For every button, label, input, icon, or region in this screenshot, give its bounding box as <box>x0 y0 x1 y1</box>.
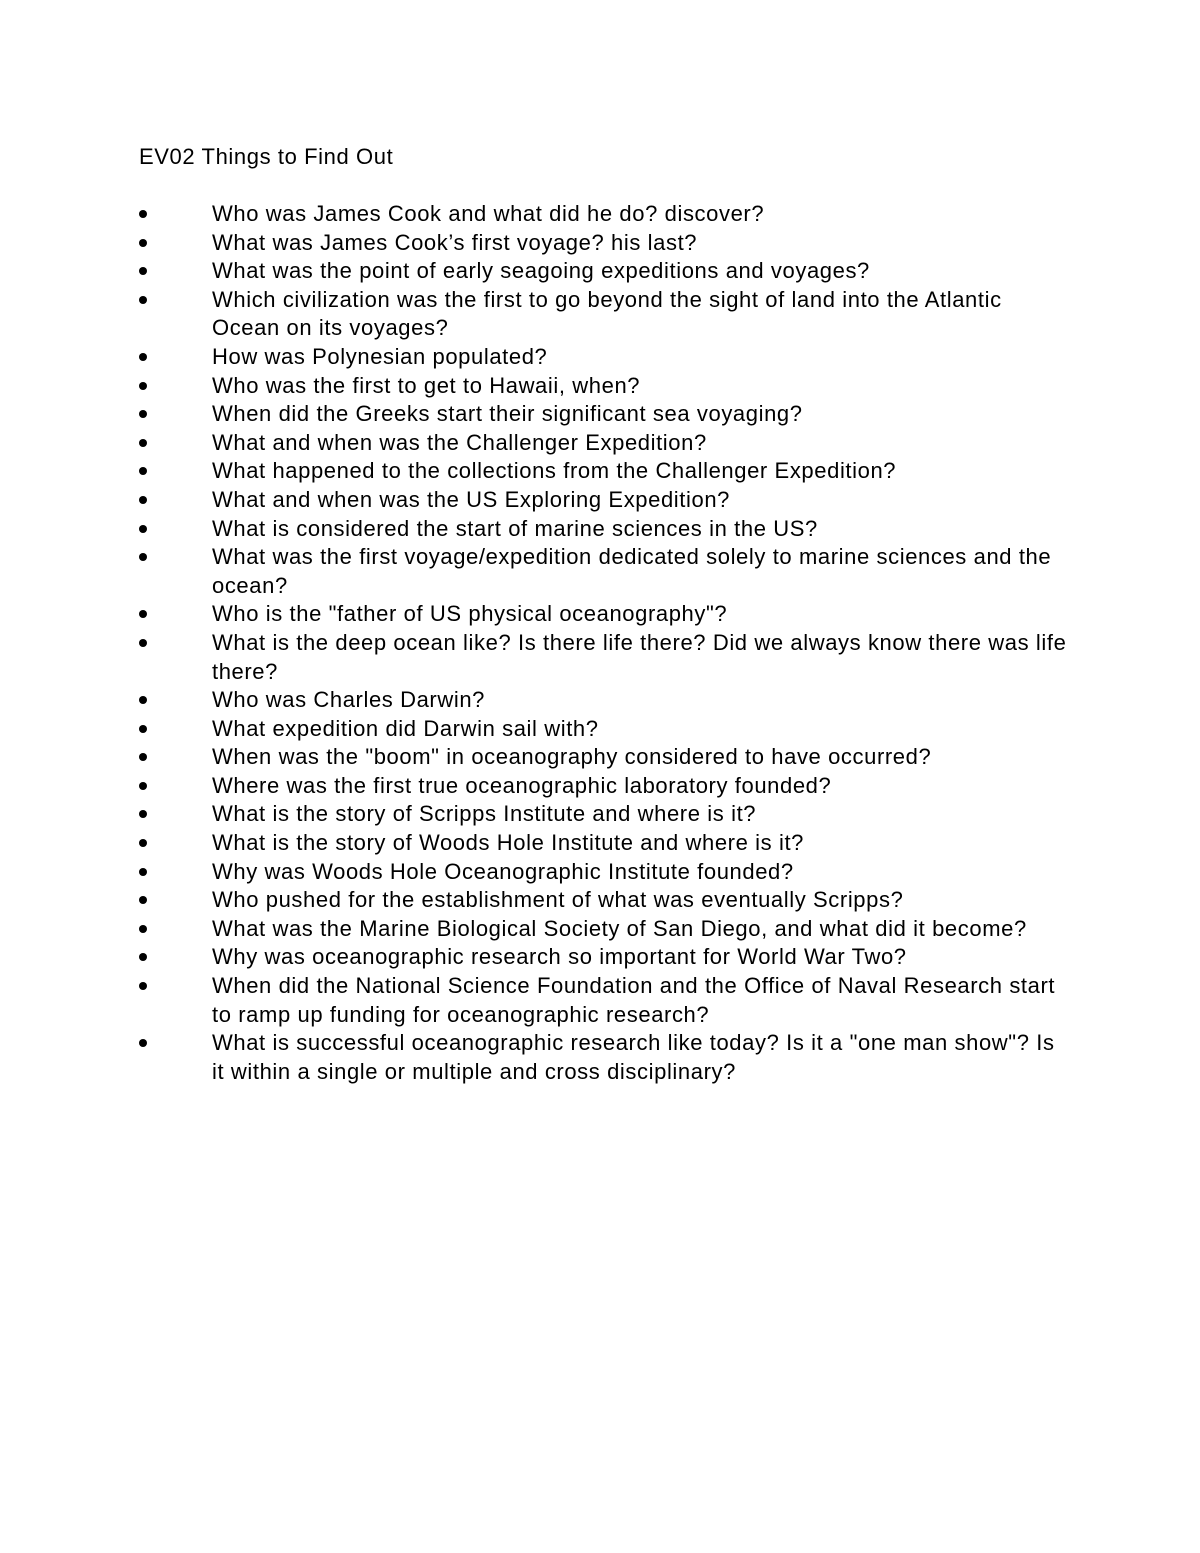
bullet-icon <box>139 239 147 247</box>
question-item <box>139 600 1069 629</box>
question-text: Why was oceanographic research so important for World War Two? <box>212 944 907 970</box>
bullet-icon <box>139 296 147 304</box>
question-text: What was James Cook’s first voyage? his last? <box>212 229 698 255</box>
document-title: EV02 Things to Find Out <box>139 144 394 169</box>
bullet-icon <box>139 725 147 733</box>
bullet-icon <box>139 753 147 761</box>
bullet-icon <box>139 839 147 847</box>
question-item <box>139 829 1069 858</box>
question-item <box>139 429 1069 458</box>
question-text: What was the Marine Biological Society of San Diego, and what did it become? <box>212 915 1027 941</box>
question-text: Who was the first to get to Hawaii, when? <box>212 372 641 398</box>
question-item <box>139 372 1069 401</box>
question-text: When did the Greeks start their significant sea voyaging? <box>212 401 803 427</box>
question-text: What expedition did Darwin sail with? <box>212 715 599 741</box>
question-item <box>139 1029 1069 1086</box>
question-item <box>139 858 1069 887</box>
bullet-icon <box>139 782 147 790</box>
question-item <box>139 457 1069 486</box>
question-item <box>139 886 1069 915</box>
bullet-icon <box>139 353 147 361</box>
question-text: Which civilization was the first to go beyond the sight of land into the Atlantic Ocean on its voyages? <box>212 286 1002 341</box>
question-text: What happened to the collections from the Challenger Expedition? <box>212 458 897 484</box>
bullet-icon <box>139 382 147 390</box>
bullet-icon <box>139 496 147 504</box>
bullet-icon <box>139 610 147 618</box>
bullet-icon <box>139 810 147 818</box>
question-item <box>139 229 1069 258</box>
bullet-icon <box>139 439 147 447</box>
question-text: Why was Woods Hole Oceanographic Institute founded? <box>212 858 794 884</box>
question-item <box>139 286 1069 343</box>
question-text: What is the deep ocean like? Is there life there? Did we always know there was life there? <box>212 629 1067 684</box>
bullet-icon <box>139 982 147 990</box>
bullet-icon <box>139 410 147 418</box>
question-text: Who was James Cook and what did he do? discover? <box>212 201 765 226</box>
question-list <box>139 200 1069 1086</box>
question-item <box>139 686 1069 715</box>
question-text: What and when was the Challenger Expedition? <box>212 429 707 455</box>
bullet-icon <box>139 525 147 533</box>
question-item <box>139 515 1069 544</box>
question-text: When was the "boom" in oceanography considered to have occurred? <box>212 744 932 770</box>
question-text: How was Polynesian populated? <box>212 343 548 369</box>
bullet-icon <box>139 868 147 876</box>
question-item <box>139 486 1069 515</box>
bullet-icon <box>139 210 147 218</box>
question-text: What was the first voyage/expedition dedicated solely to marine sciences and the ocean? <box>212 544 1052 598</box>
question-text: What is the story of Scripps Institute and where is it? <box>212 801 757 827</box>
question-item <box>139 715 1069 744</box>
question-text: When did the National Science Foundation and the Office of Naval Research start to ramp up funding for oceanographic research? <box>212 973 1056 1027</box>
question-text: Who was Charles Darwin? <box>212 687 485 713</box>
question-item <box>139 629 1069 686</box>
question-text: Who is the "father of US physical oceanography"? <box>212 601 728 627</box>
question-item <box>139 257 1069 286</box>
bullet-icon <box>139 696 147 704</box>
question-item <box>139 343 1069 372</box>
bullet-icon <box>139 896 147 904</box>
bullet-icon <box>139 639 147 647</box>
question-item <box>139 772 1069 801</box>
bullet-icon <box>139 553 147 561</box>
question-item <box>139 743 1069 772</box>
question-text: What is considered the start of marine sciences in the US? <box>212 515 818 541</box>
bullet-icon <box>139 1039 147 1047</box>
question-item <box>139 943 1069 972</box>
bullet-icon <box>139 267 147 275</box>
question-text: What is the story of Woods Hole Institute and where is it? <box>212 830 804 856</box>
question-text: What was the point of early seagoing expeditions and voyages? <box>212 258 870 284</box>
question-item <box>139 972 1069 1029</box>
question-item <box>139 543 1069 600</box>
question-text: What is successful oceanographic research like today? Is it a "one man show"? Is it within a single or multiple and cross disciplinary? <box>212 1030 1055 1084</box>
question-text: Who pushed for the establishment of what was eventually Scripps? <box>212 887 904 913</box>
question-text: Where was the first true oceanographic laboratory founded? <box>212 772 832 798</box>
question-item <box>139 200 1069 229</box>
question-item <box>139 915 1069 944</box>
question-item <box>139 800 1069 829</box>
bullet-icon <box>139 925 147 933</box>
question-item <box>139 400 1069 429</box>
bullet-icon <box>139 467 147 475</box>
bullet-icon <box>139 953 147 961</box>
question-text: What and when was the US Exploring Expedition? <box>212 486 730 512</box>
